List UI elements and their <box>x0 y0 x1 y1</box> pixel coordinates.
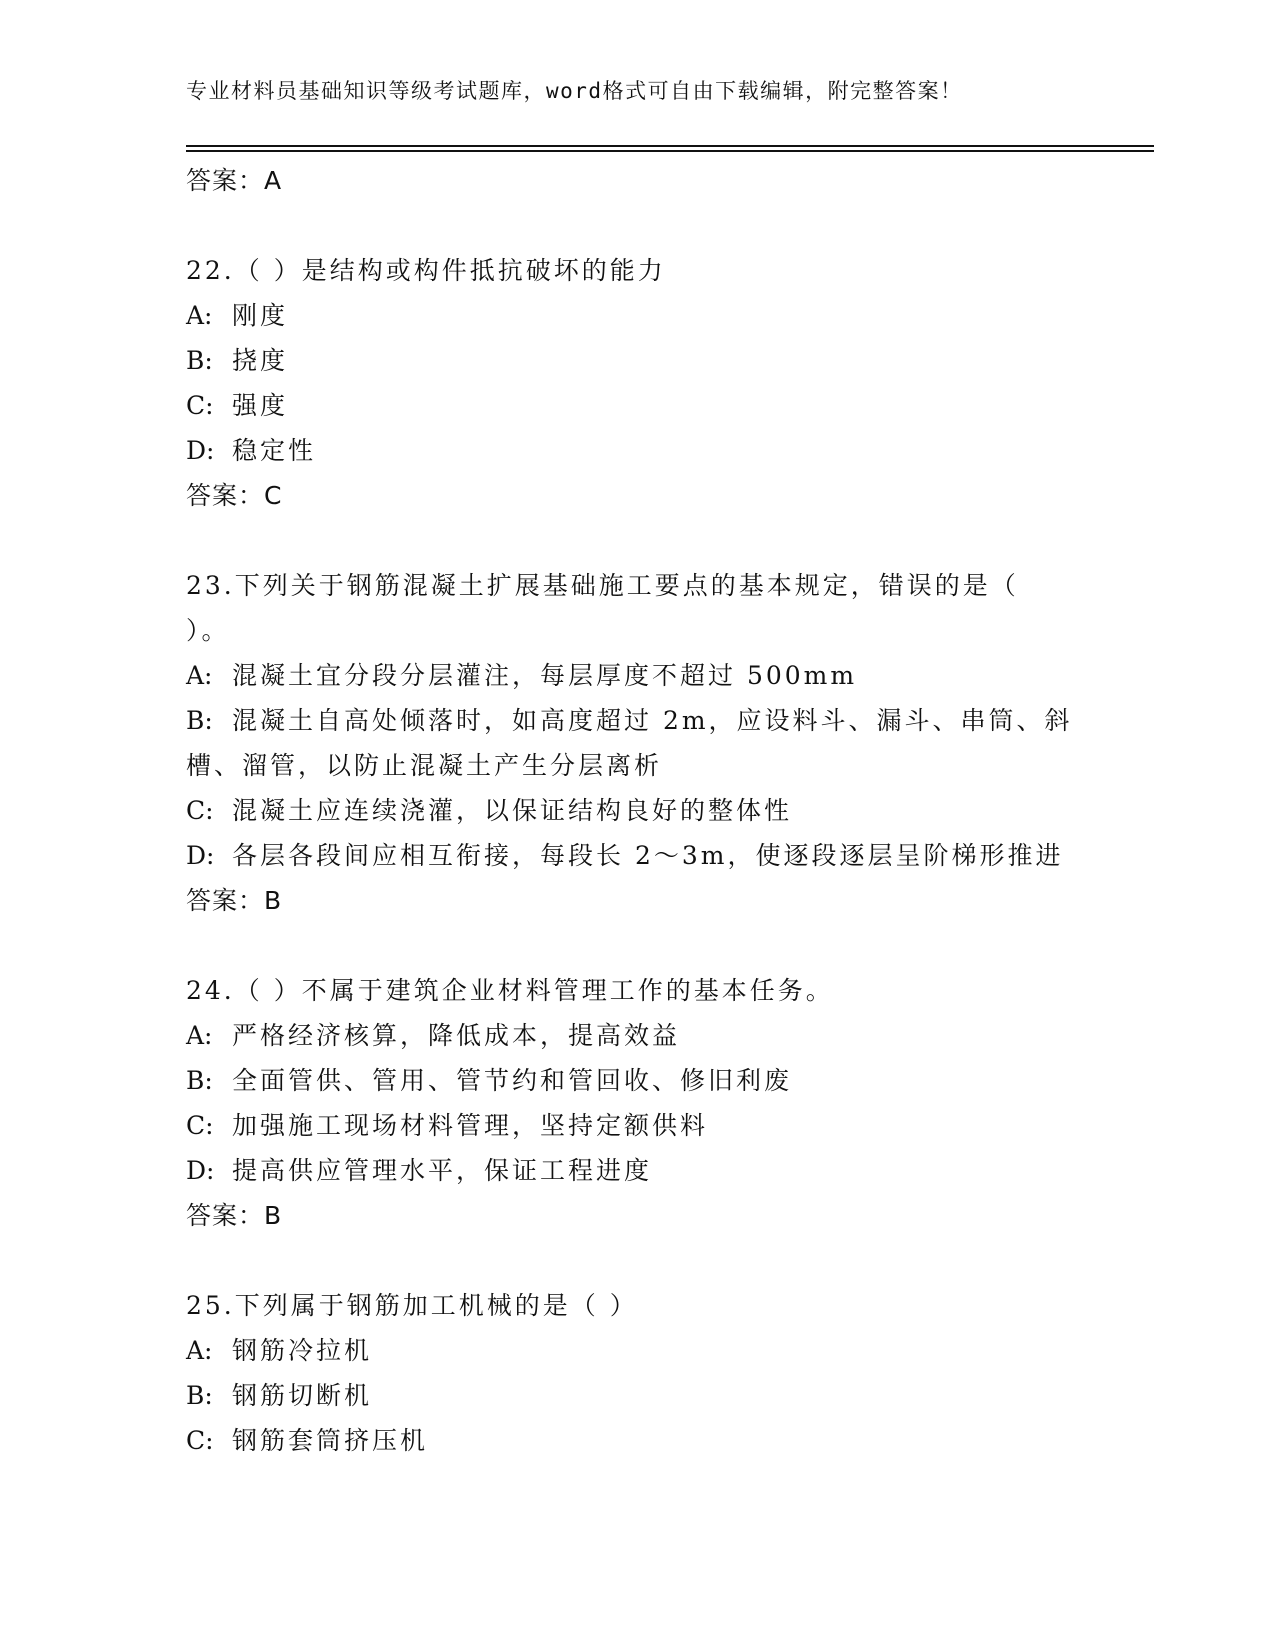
answer-option <box>186 1418 1086 1463</box>
option-text: 混凝土自高处倾落时，如高度超过 2m，应设料斗、漏斗、串筒、斜 <box>232 706 1073 735</box>
answer-option <box>186 833 1086 878</box>
option-text: 严格经济核算，降低成本，提高效益 <box>232 1021 681 1050</box>
question-spacer <box>186 203 1086 248</box>
option-label: D: <box>186 436 215 465</box>
option-label: D: <box>186 841 215 870</box>
answer-option <box>186 1148 1086 1193</box>
header-rule-thick <box>186 145 1154 147</box>
option-label: A: <box>186 1021 213 1050</box>
question-stem: 24.（ ）不属于建筑企业材料管理工作的基本任务。 <box>186 976 834 1005</box>
answer-option <box>186 1328 1086 1373</box>
option-text: 混凝土应连续浇灌，以保证结构良好的整体性 <box>232 796 793 825</box>
answer-option <box>186 743 1086 788</box>
option-label: C: <box>186 391 214 420</box>
option-text: 全面管供、管用、管节约和管回收、修旧利废 <box>232 1066 793 1095</box>
header-rule-thin <box>186 150 1154 152</box>
question-stem: 22.（ ）是结构或构件抵抗破坏的能力 <box>186 256 666 285</box>
answer-key: 答案：B <box>186 1201 283 1230</box>
option-text: 钢筋冷拉机 <box>232 1336 373 1365</box>
option-label: C: <box>186 1111 214 1140</box>
answer-option <box>186 428 1086 473</box>
option-text: 稳定性 <box>232 436 317 465</box>
option-label: A: <box>186 301 213 330</box>
option-text: 挠度 <box>232 346 289 375</box>
answer-option <box>186 1013 1086 1058</box>
answer-option <box>186 1103 1086 1148</box>
answer-option <box>186 293 1086 338</box>
question-spacer <box>186 518 1086 563</box>
answer-option <box>186 1058 1086 1103</box>
question-block <box>186 1283 1086 1463</box>
option-text: 混凝土宜分段分层灌注，每层厚度不超过 500mm <box>232 661 858 690</box>
answer-option <box>186 383 1086 428</box>
question-block <box>186 248 1086 518</box>
option-text: 强度 <box>232 391 289 420</box>
question-list <box>186 158 1086 1463</box>
question-stem: 23.下列关于钢筋混凝土扩展基础施工要点的基本规定，错误的是（ <box>186 571 1019 600</box>
question-block <box>186 968 1086 1238</box>
question-block <box>186 563 1086 923</box>
answer-option <box>186 338 1086 383</box>
question-stem: ）。 <box>186 616 230 645</box>
option-label: B: <box>186 706 213 735</box>
option-text: 提高供应管理水平，保证工程进度 <box>232 1156 653 1185</box>
question-spacer <box>186 1238 1086 1283</box>
option-text: 各层各段间应相互衔接，每段长 2～3m，使逐段逐层呈阶梯形推进 <box>232 841 1064 870</box>
option-label: B: <box>186 346 213 375</box>
question-stem: 25.下列属于钢筋加工机械的是（ ） <box>186 1291 638 1320</box>
answer-key: 答案：B <box>186 886 283 915</box>
option-text: 钢筋套筒挤压机 <box>232 1426 429 1455</box>
option-label: A: <box>186 661 213 690</box>
option-label: C: <box>186 796 214 825</box>
option-text: 槽、溜管，以防止混凝土产生分层离析 <box>186 751 663 780</box>
question-spacer <box>186 923 1086 968</box>
answer-key: 答案：C <box>186 481 283 510</box>
option-label: B: <box>186 1381 213 1410</box>
answer-option <box>186 698 1086 743</box>
option-label: D: <box>186 1156 215 1185</box>
answer-option <box>186 653 1086 698</box>
previous-answer: 答案：A <box>186 166 283 195</box>
answer-option <box>186 788 1086 833</box>
option-text: 加强施工现场材料管理，坚持定额供料 <box>232 1111 709 1140</box>
option-label: A: <box>186 1336 213 1365</box>
option-text: 钢筋切断机 <box>232 1381 373 1410</box>
page-header: 专业材料员基础知识等级考试题库，word格式可自由下载编辑，附完整答案！ <box>186 79 963 103</box>
option-label: B: <box>186 1066 213 1095</box>
answer-option <box>186 1373 1086 1418</box>
option-label: C: <box>186 1426 214 1455</box>
option-text: 刚度 <box>232 301 289 330</box>
